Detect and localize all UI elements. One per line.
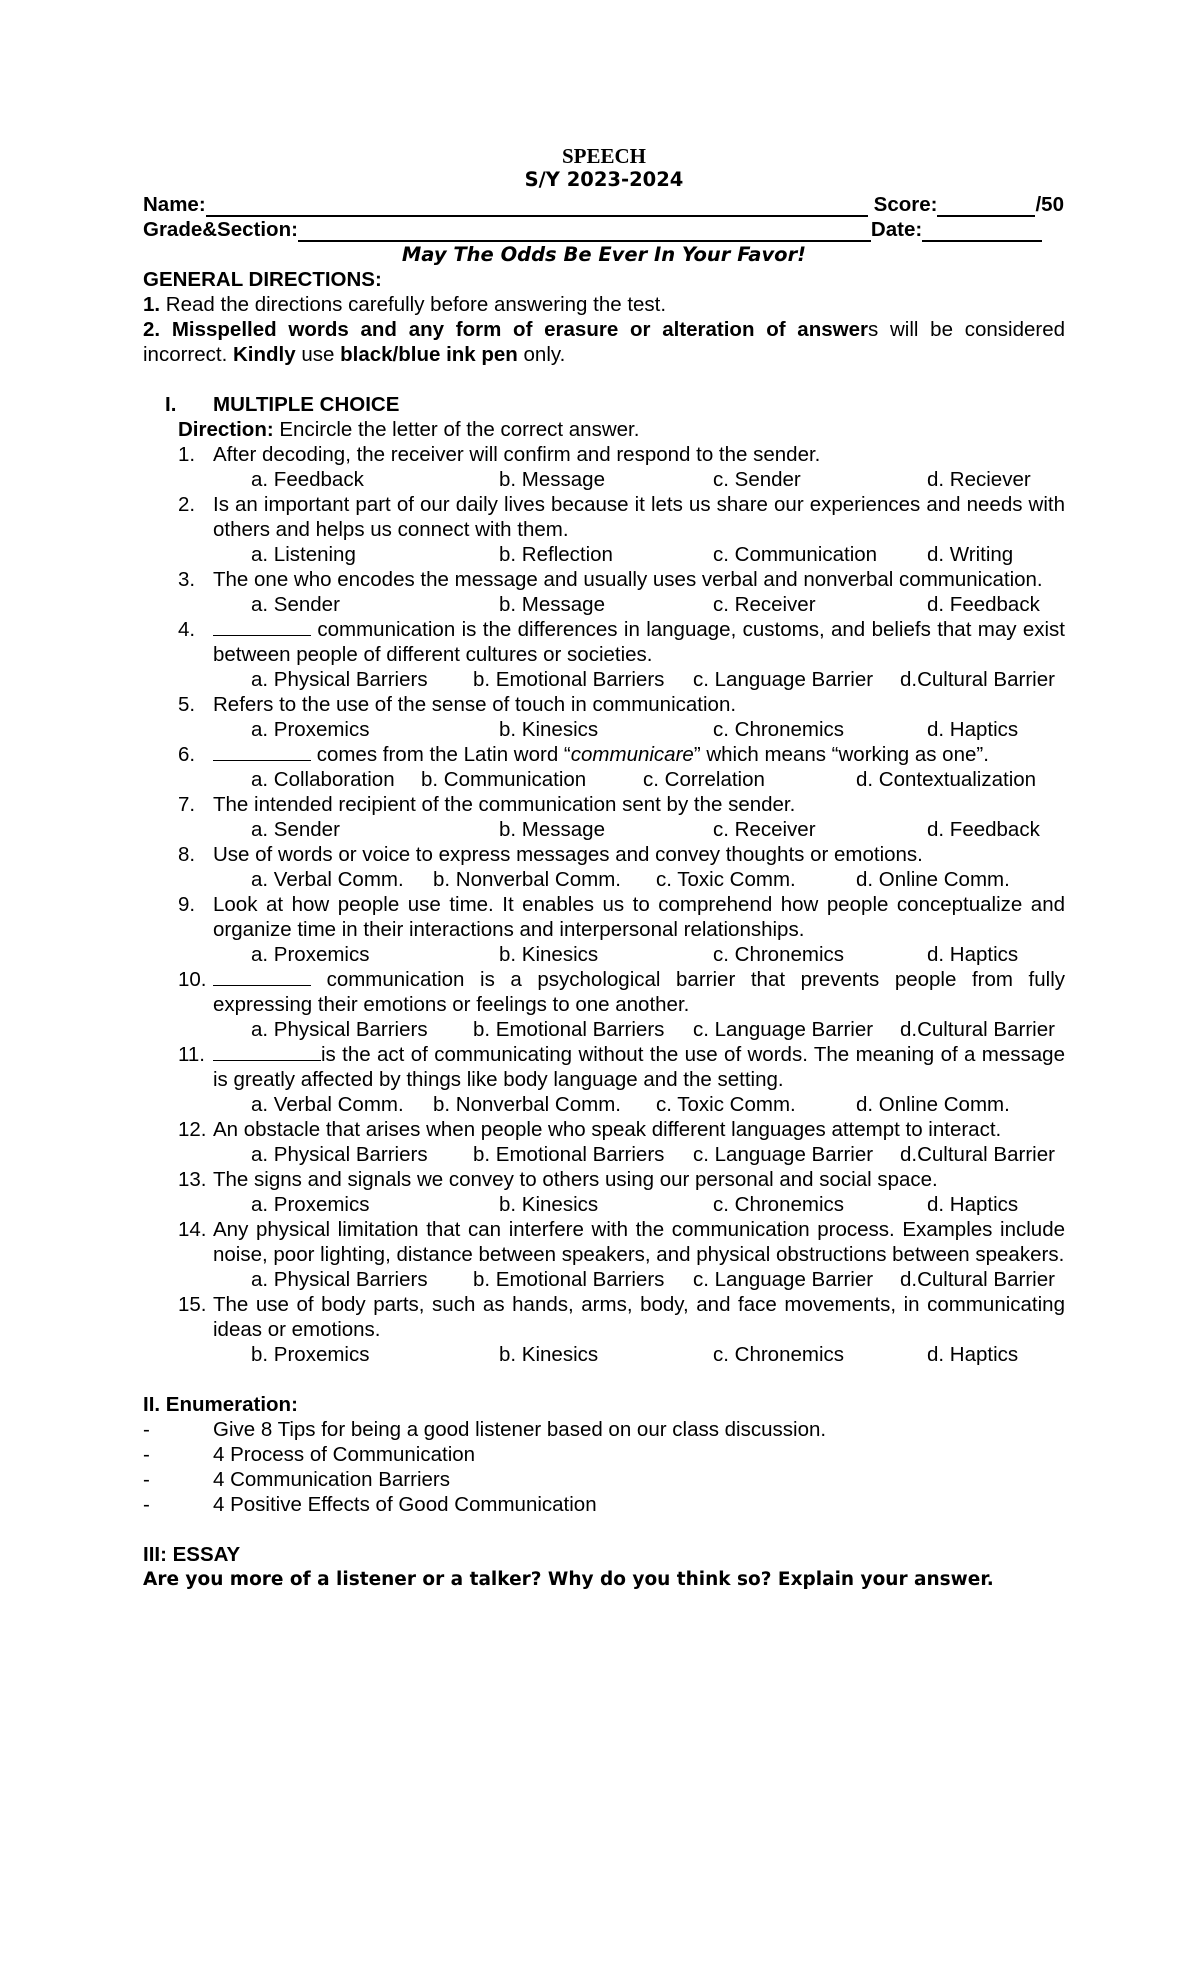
enumeration-item: - 4 Communication Barriers	[143, 1468, 450, 1491]
enumeration-item: - Give 8 Tips for being a good listener based on our class discussion.	[143, 1418, 827, 1441]
option-c[interactable]: c. Receiver	[713, 818, 816, 841]
question-5: 5. Refers to the use of the sense of touch in communication.	[178, 693, 737, 716]
option-d[interactable]: d. Contextualization	[856, 768, 1037, 791]
date-label: Date:	[870, 218, 923, 241]
essay-question: Are you more of a listener or a talker? Why do you think so? Explain your answer.	[143, 1569, 994, 1590]
exam-title: SPEECH	[561, 144, 647, 168]
option-a[interactable]: a. Proxemics	[251, 718, 370, 741]
answer-blank[interactable]	[213, 1042, 321, 1061]
option-b[interactable]: b. Message	[499, 593, 605, 616]
option-a[interactable]: a. Verbal Comm.	[251, 868, 404, 891]
option-b[interactable]: b. Emotional Barriers	[473, 668, 665, 691]
name-score-line	[143, 192, 1065, 217]
option-c[interactable]: c. Sender	[713, 468, 801, 491]
option-c[interactable]: c. Correlation	[643, 768, 765, 791]
option-c[interactable]: c. Receiver	[713, 593, 816, 616]
option-d[interactable]: d. Reciever	[927, 468, 1031, 491]
enumeration-item: - 4 Positive Effects of Good Communication	[143, 1493, 597, 1516]
option-d[interactable]: d. Online Comm.	[856, 868, 1010, 891]
question-15: 15. The use of body parts, such as hands, arms, body, and face movements, in communicating ideas or emotions.	[178, 1293, 1065, 1341]
question-13-options	[143, 1192, 1065, 1217]
question-13: 13. The signs and signals we convey to others using our personal and social space.	[178, 1168, 938, 1191]
question-1: 1. After decoding, the receiver will confirm and respond to the sender.	[178, 443, 821, 466]
mc-direction: Direction: Encircle the letter of the correct answer.	[178, 418, 640, 441]
grade-section-label: Grade&Section:	[143, 218, 298, 241]
question-5-options	[143, 717, 1065, 742]
option-c[interactable]: c. Language Barrier	[693, 1143, 874, 1166]
question-2: 2. Is an important part of our daily lives because it lets us share our experiences and needs with others and helps us connect with them.	[178, 493, 1065, 541]
enumeration-item: - 4 Process of Communication	[143, 1443, 476, 1466]
option-a[interactable]: a. Proxemics	[251, 1193, 370, 1216]
option-b[interactable]: b. Reflection	[499, 543, 613, 566]
option-d[interactable]: d. Haptics	[927, 1193, 1019, 1216]
option-c[interactable]: c. Communication	[713, 543, 878, 566]
date-blank[interactable]	[922, 221, 1042, 242]
option-a[interactable]: a. Collaboration	[251, 768, 395, 791]
essay-heading: III: ESSAY	[143, 1543, 241, 1566]
general-direction-2: 2. Misspelled words and any form of erasure or alteration of answers will be considered incorrect. Kindly use black/blue ink pen only.	[143, 318, 1066, 366]
name-blank[interactable]	[206, 196, 868, 217]
option-d[interactable]: d. Haptics	[927, 943, 1019, 966]
option-a[interactable]: a. Feedback	[251, 468, 364, 491]
score-total: /50	[1035, 193, 1064, 216]
question-7: 7. The intended recipient of the communication sent by the sender.	[178, 793, 796, 816]
question-10-options	[143, 1017, 1065, 1042]
option-b[interactable]: b. Emotional Barriers	[473, 1268, 665, 1291]
option-d[interactable]: d. Haptics	[927, 718, 1019, 741]
option-c[interactable]: c. Chronemics	[713, 943, 845, 966]
option-a[interactable]: a. Proxemics	[251, 943, 370, 966]
question-8: 8. Use of words or voice to express messages and convey thoughts or emotions.	[178, 843, 923, 866]
option-a[interactable]: a. Sender	[251, 593, 340, 616]
option-a[interactable]: a. Physical Barriers	[251, 1018, 428, 1041]
option-a[interactable]: a. Sender	[251, 818, 340, 841]
option-b[interactable]: b. Kinesics	[499, 1343, 599, 1366]
option-b[interactable]: b. Kinesics	[499, 943, 599, 966]
grade-date-line	[143, 217, 1065, 242]
answer-blank[interactable]	[213, 742, 311, 761]
question-12: 12. An obstacle that arises when people who speak different languages attempt to interact.	[178, 1118, 1002, 1141]
question-4-options	[143, 667, 1065, 692]
score-label: Score:	[873, 193, 938, 216]
option-a[interactable]: a. Verbal Comm.	[251, 1093, 404, 1116]
name-label: Name:	[143, 193, 206, 216]
option-a[interactable]: a. Physical Barriers	[251, 668, 428, 691]
question-6-options	[143, 767, 1065, 792]
question-14-options	[143, 1267, 1065, 1292]
option-a[interactable]: a. Physical Barriers	[251, 1143, 428, 1166]
question-8-options	[143, 867, 1065, 892]
option-c[interactable]: c. Language Barrier	[693, 1018, 874, 1041]
question-2-options	[143, 542, 1065, 567]
general-directions-heading: GENERAL DIRECTIONS:	[143, 268, 382, 291]
question-15-options	[143, 1342, 1065, 1367]
question-10: 10. communication is a psychological barrier that prevents people from fully expressing their emotions or feelings to one another.	[178, 968, 1065, 1016]
option-b[interactable]: b. Communication	[421, 768, 587, 791]
option-c[interactable]: c. Language Barrier	[693, 1268, 874, 1291]
motto: May The Odds Be Ever In Your Favor!	[401, 243, 807, 266]
option-c[interactable]: c. Toxic Comm.	[656, 1093, 796, 1116]
question-12-options	[143, 1142, 1065, 1167]
option-d[interactable]: d. Haptics	[927, 1343, 1019, 1366]
option-a[interactable]: a. Listening	[251, 543, 356, 566]
option-c[interactable]: c. Chronemics	[713, 718, 845, 741]
option-d[interactable]: d. Feedback	[927, 818, 1040, 841]
option-d[interactable]: d.Cultural Barrier	[900, 668, 1055, 691]
school-year: S/Y 2023-2024	[524, 168, 684, 191]
option-d[interactable]: d. Feedback	[927, 593, 1040, 616]
question-11: 11. is the act of communicating without the use of words. The meaning of a message is greatly affected by things like body language and the setting.	[178, 1043, 1065, 1091]
question-4: 4. communication is the differences in language, customs, and beliefs that may exist between people of different cultures or societies.	[178, 618, 1065, 666]
question-3-options	[143, 592, 1065, 617]
exam-page	[143, 144, 1065, 1592]
answer-blank[interactable]	[213, 967, 311, 986]
option-b[interactable]: b. Nonverbal Comm.	[433, 1093, 621, 1116]
answer-blank[interactable]	[213, 617, 311, 636]
grade-section-blank[interactable]	[298, 221, 871, 242]
option-d[interactable]: d.Cultural Barrier	[900, 1268, 1055, 1291]
multiple-choice-heading: I. MULTIPLE CHOICE	[165, 393, 400, 416]
option-c[interactable]: c. Toxic Comm.	[656, 868, 796, 891]
option-a[interactable]: b. Proxemics	[251, 1343, 370, 1366]
question-1-options	[143, 467, 1065, 492]
option-b[interactable]: b. Kinesics	[499, 718, 599, 741]
option-b[interactable]: b. Message	[499, 468, 605, 491]
option-b[interactable]: b. Kinesics	[499, 1193, 599, 1216]
option-d[interactable]: d.Cultural Barrier	[900, 1143, 1055, 1166]
option-b[interactable]: b. Nonverbal Comm.	[433, 868, 621, 891]
option-b[interactable]: b. Emotional Barriers	[473, 1018, 665, 1041]
question-14: 14. Any physical limitation that can interfere with the communication process. Examples include noise, poor lighting, distance between speakers, and physical obstructions between speakers.	[178, 1218, 1065, 1266]
option-d[interactable]: d. Writing	[927, 543, 1014, 566]
question-11-options	[143, 1092, 1065, 1117]
option-b[interactable]: b. Message	[499, 818, 605, 841]
option-c[interactable]: c. Chronemics	[713, 1193, 845, 1216]
question-6: 6. comes from the Latin word “communicare” which means “working as one”.	[178, 743, 989, 766]
option-c[interactable]: c. Language Barrier	[693, 668, 874, 691]
option-d[interactable]: d.Cultural Barrier	[900, 1018, 1055, 1041]
question-7-options	[143, 817, 1065, 842]
option-c[interactable]: c. Chronemics	[713, 1343, 845, 1366]
enumeration-heading: II. Enumeration:	[143, 1393, 298, 1416]
option-d[interactable]: d. Online Comm.	[856, 1093, 1010, 1116]
general-direction-1: 1. Read the directions carefully before answering the test.	[143, 293, 667, 316]
question-9-options	[143, 942, 1065, 967]
question-3: 3. The one who encodes the message and usually uses verbal and nonverbal communication.	[178, 568, 1043, 591]
option-a[interactable]: a. Physical Barriers	[251, 1268, 428, 1291]
question-9: 9. Look at how people use time. It enables us to comprehend how people conceptualize and organize time in their interactions and interpersonal relationships.	[178, 893, 1065, 941]
option-b[interactable]: b. Emotional Barriers	[473, 1143, 665, 1166]
score-blank[interactable]	[937, 196, 1035, 217]
